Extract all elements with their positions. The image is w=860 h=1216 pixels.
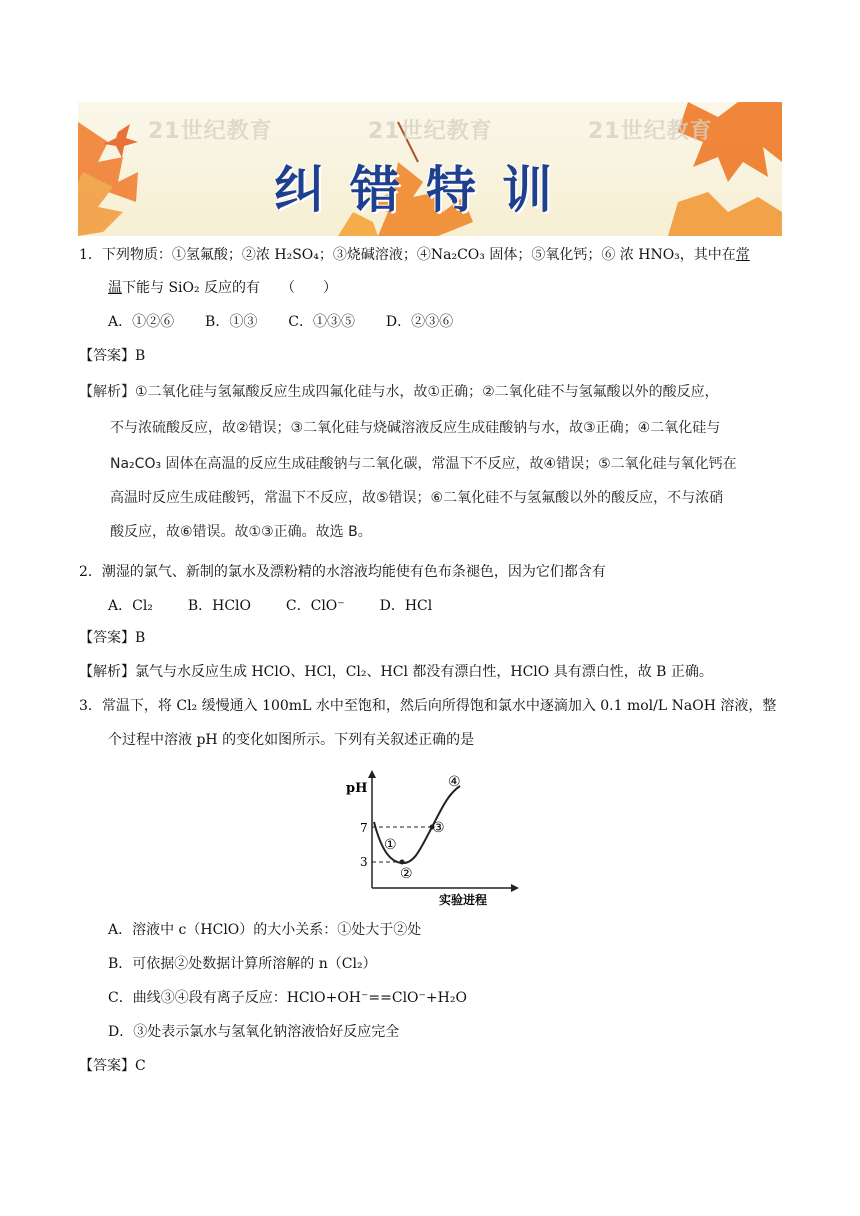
q1-analysis-line2: 不与浓硫酸反应，故②错误；③二氧化硅与烧碱溶液反应生成硅酸钠与水，故③正确；④二氧化硅与 bbox=[110, 420, 721, 436]
q1-analysis-line1: 【解析】①二氧化硅与氢氟酸反应生成四氟化硅与水，故①正确；②二氧化硅不与氢氟酸以外的酸反应， bbox=[79, 384, 719, 400]
q3-stem-line1: 常温下，将 Cl₂ 缓慢通入 100mL 水中至饱和，然后向所得饱和氯水中逐滴加入 0.1 mol/L NaOH 溶液，整 bbox=[101, 698, 777, 714]
y-tick-3: 3 bbox=[360, 855, 368, 869]
q2-option-d: D．HCl bbox=[379, 598, 433, 614]
x-axis-arrow-icon bbox=[511, 884, 519, 892]
q3-line1 bbox=[79, 696, 776, 716]
q1-option-d: D．②③⑥ bbox=[385, 314, 454, 330]
q2-option-c: C．ClO⁻ bbox=[285, 598, 345, 614]
watermark-3: 21世纪教育 bbox=[588, 119, 713, 144]
point-dot bbox=[400, 860, 405, 865]
watermark-2: 21世纪教育 bbox=[368, 119, 493, 144]
header-banner bbox=[78, 102, 782, 236]
q2-answer: 【答案】B bbox=[79, 630, 146, 646]
q1-line2 bbox=[108, 278, 337, 298]
banner-title: 纠错特训 bbox=[274, 161, 578, 219]
q1-analysis-line5: 酸反应，故⑥错误。故①③正确。故选 B。 bbox=[110, 524, 372, 540]
q3-answer: 【答案】C bbox=[79, 1058, 146, 1074]
y-axis-label: pH bbox=[346, 781, 368, 796]
x-axis-label: 实验进程 bbox=[439, 893, 488, 907]
q2-option-a: A．Cl₂ bbox=[108, 598, 153, 614]
q2-number: 2． bbox=[79, 564, 102, 580]
point-label-2: ② bbox=[400, 866, 413, 882]
q1-underlined-2: 温 bbox=[108, 280, 122, 296]
y-tick-7: 7 bbox=[360, 821, 368, 835]
q1-options bbox=[108, 312, 453, 332]
q2-line1 bbox=[79, 562, 606, 582]
point-label-3: ③ bbox=[432, 820, 445, 836]
q3-option-a: A．溶液中 c（HClO）的大小关系：①处大于②处 bbox=[108, 922, 422, 938]
q1-stem-part1: 下列物质：①氢氟酸；②浓 H₂SO₄；③烧碱溶液；④Na₂CO₃ 固体；⑤氧化钙；⑥ 浓 HNO₃，其中在 bbox=[101, 247, 736, 263]
q3-option-c: C．曲线③④段有离子反应：HClO+OH⁻==ClO⁻+H₂O bbox=[108, 990, 467, 1006]
y-axis-arrow-icon bbox=[368, 770, 376, 778]
q1-option-a: A．①②⑥ bbox=[108, 314, 175, 330]
ph-chart bbox=[344, 770, 524, 910]
watermark-1: 21世纪教育 bbox=[148, 119, 273, 144]
q1-line1 bbox=[79, 245, 750, 265]
q1-answer: 【答案】B bbox=[79, 348, 146, 364]
q2-options bbox=[108, 596, 432, 616]
q1-number: 1． bbox=[79, 247, 102, 263]
q1-option-c: C．①③⑤ bbox=[288, 314, 355, 330]
point-label-4: ④ bbox=[448, 774, 461, 790]
q3-option-b: B．可依据②处数据计算所溶解的 n（Cl₂） bbox=[108, 956, 377, 972]
q3-option-d: D．③处表示氯水与氢氧化钠溶液恰好反应完全 bbox=[108, 1024, 400, 1040]
q1-stem-part2: 下能与 SiO₂ 反应的有 （ ） bbox=[122, 280, 338, 296]
q1-underlined-1: 常 bbox=[735, 247, 750, 263]
q2-stem: 潮湿的氯气、新制的氯水及漂粉精的水溶液均能使有色布条褪色，因为它们都含有 bbox=[101, 564, 606, 580]
q2-option-b: B．HClO bbox=[187, 598, 251, 614]
q1-analysis-line3: Na₂CO₃ 固体在高温的反应生成硅酸钠与二氧化碳，常温下不反应，故④错误；⑤二氧化硅与氧化钙在 bbox=[110, 456, 737, 472]
q3-number: 3． bbox=[79, 698, 102, 714]
q1-option-b: B．①③ bbox=[205, 314, 258, 330]
point-label-1: ① bbox=[384, 837, 397, 853]
q3-stem-line2: 个过程中溶液 pH 的变化如图所示。下列有关叙述正确的是 bbox=[108, 732, 475, 748]
q2-analysis: 【解析】氯气与水反应生成 HClO、HCl，Cl₂、HCl 都没有漂白性，HClO 具有漂白性，故 B 正确。 bbox=[79, 664, 713, 680]
q1-analysis-line4: 高温时反应生成硅酸钙，常温下不反应，故⑤错误；⑥二氧化硅不与氢氟酸以外的酸反应，不与浓硝 bbox=[110, 490, 724, 506]
